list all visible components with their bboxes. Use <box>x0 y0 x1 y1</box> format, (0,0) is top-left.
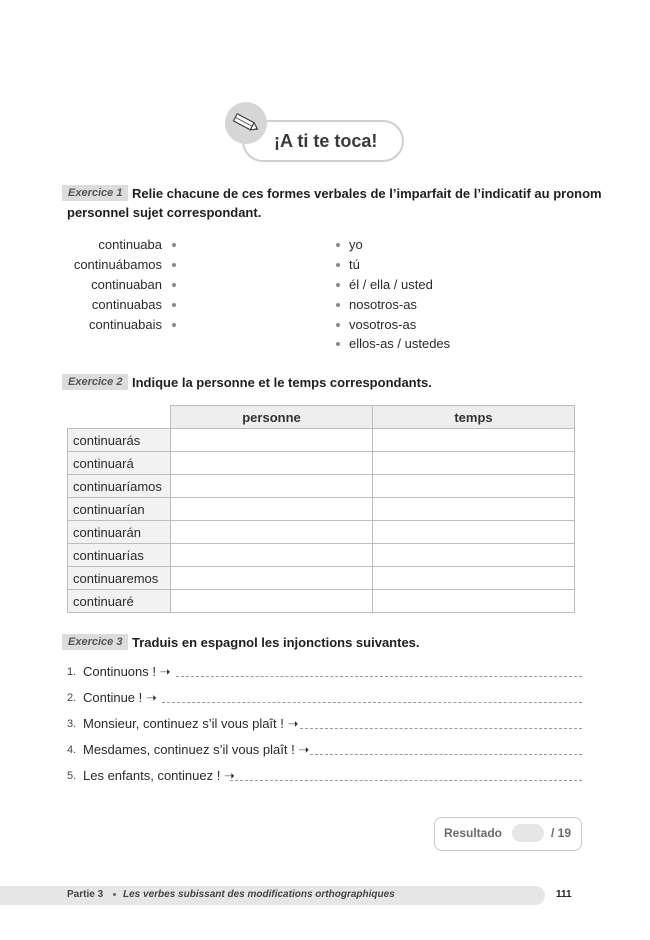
table-row <box>68 429 575 452</box>
match-dot-left[interactable] <box>172 303 176 307</box>
column-header-personne: personne <box>171 406 373 429</box>
page-title: ¡A ti te toca! <box>274 131 378 151</box>
verb-item: continuabas <box>91 297 162 312</box>
injunction-text: Les enfants, continuez ! ➝ <box>83 768 235 783</box>
match-dot-right[interactable] <box>336 342 340 346</box>
match-dot-right[interactable] <box>336 303 340 307</box>
pronoun-item: yo <box>349 237 363 252</box>
temps-answer-cell[interactable] <box>373 475 575 498</box>
match-dot-left[interactable] <box>172 243 176 247</box>
exercise1-label: Exercice 1 <box>62 185 128 201</box>
table-row <box>68 521 575 544</box>
personne-answer-cell[interactable] <box>171 498 373 521</box>
personne-answer-cell[interactable] <box>171 429 373 452</box>
verb-cell: continuaríamos <box>68 475 171 498</box>
pronoun-item: él / ella / usted <box>349 277 433 292</box>
item-number: 3. <box>67 718 77 730</box>
exercise1-instruction-line1: Relie chacune de ces formes verbales de l’imparfait de l’indicatif au pronom <box>132 186 602 201</box>
injunction-text: Monsieur, continuez s’il vous plaît ! ➝ <box>83 716 299 731</box>
page-number: 111 <box>556 889 572 900</box>
table-corner <box>68 406 171 429</box>
item-number: 2. <box>67 692 77 704</box>
footer-part: Partie 3 <box>67 889 104 900</box>
injunction-text: Mesdames, continuez s’il vous plaît ! ➝ <box>83 742 310 757</box>
personne-answer-cell[interactable] <box>171 590 373 613</box>
match-dot-left[interactable] <box>172 283 176 287</box>
match-dot-right[interactable] <box>336 323 340 327</box>
temps-answer-cell[interactable] <box>373 590 575 613</box>
conjugation-table <box>67 405 575 613</box>
personne-answer-cell[interactable] <box>171 521 373 544</box>
personne-answer-cell[interactable] <box>171 544 373 567</box>
answer-line[interactable] <box>300 728 582 729</box>
table-row <box>68 475 575 498</box>
injunction-text: Continuons ! ➝ <box>83 664 171 679</box>
temps-answer-cell[interactable] <box>373 452 575 475</box>
pronoun-item: vosotros-as <box>349 317 417 332</box>
score-input[interactable] <box>512 824 544 842</box>
match-dot-right[interactable] <box>336 243 340 247</box>
verb-cell: continuarías <box>68 544 171 567</box>
footer-chapter: Les verbes subissant des modifications orthographiques <box>123 889 395 900</box>
answer-line[interactable] <box>310 754 582 755</box>
exercise2-instruction: Indique la personne et le temps correspondants. <box>132 375 432 390</box>
answer-line[interactable] <box>176 676 582 677</box>
injunction-text: Continue ! ➝ <box>83 690 157 705</box>
personne-answer-cell[interactable] <box>171 452 373 475</box>
pencil-icon <box>225 102 267 144</box>
exercise2-label: Exercice 2 <box>62 374 128 390</box>
item-number: 5. <box>67 770 77 782</box>
temps-answer-cell[interactable] <box>373 498 575 521</box>
match-dot-left[interactable] <box>172 323 176 327</box>
verb-item: continuaba <box>98 237 162 252</box>
result-label: Resultado <box>444 826 503 840</box>
match-dot-right[interactable] <box>336 283 340 287</box>
verb-item: continuabais <box>89 317 162 332</box>
table-row <box>68 544 575 567</box>
temps-answer-cell[interactable] <box>373 429 575 452</box>
verb-cell: continuarán <box>68 521 171 544</box>
exercise3-instruction: Traduis en espagnol les injonctions suivantes. <box>132 635 420 650</box>
temps-answer-cell[interactable] <box>373 544 575 567</box>
verb-cell: continuaré <box>68 590 171 613</box>
exercise3-label: Exercice 3 <box>62 634 128 650</box>
item-number: 1. <box>67 666 77 678</box>
pronoun-item: nosotros-as <box>349 297 417 312</box>
table-row <box>68 452 575 475</box>
verb-cell: continuarían <box>68 498 171 521</box>
verb-item: continuaban <box>91 277 162 292</box>
table-row <box>68 590 575 613</box>
item-number: 4. <box>67 744 77 756</box>
verb-cell: continuaremos <box>68 567 171 590</box>
footer-separator <box>113 893 116 896</box>
table-row <box>68 567 575 590</box>
answer-line[interactable] <box>230 780 582 781</box>
temps-answer-cell[interactable] <box>373 521 575 544</box>
answer-line[interactable] <box>162 702 582 703</box>
table-row <box>68 498 575 521</box>
column-header-temps: temps <box>373 406 575 429</box>
pronoun-item: tú <box>349 257 360 272</box>
pronoun-item: ellos-as / ustedes <box>349 336 451 351</box>
exercise1-instruction-line2: personnel sujet correspondant. <box>67 205 262 220</box>
verb-item: continuábamos <box>73 257 162 272</box>
result-total: / 19 <box>551 826 572 840</box>
table-header-row <box>68 406 575 429</box>
personne-answer-cell[interactable] <box>171 475 373 498</box>
personne-answer-cell[interactable] <box>171 567 373 590</box>
verb-cell: continuará <box>68 452 171 475</box>
verb-cell: continuarás <box>68 429 171 452</box>
match-dot-left[interactable] <box>172 263 176 267</box>
temps-answer-cell[interactable] <box>373 567 575 590</box>
match-dot-right[interactable] <box>336 263 340 267</box>
